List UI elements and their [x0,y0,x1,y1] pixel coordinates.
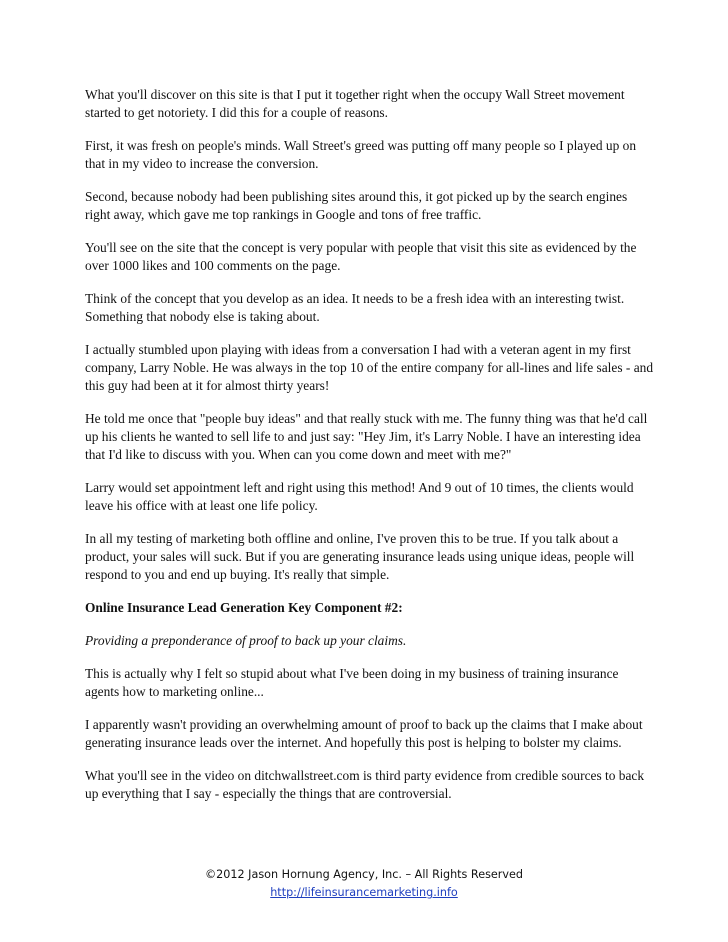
paragraph: Second, because nobody had been publishing sites around this, it got picked up by the search engines right away, which gave me top rankings in Google and tons of free traffic. [85,189,628,222]
page-footer [0,866,728,902]
paragraph: I apparently wasn't providing an overwhelming amount of proof to back up the claims that I make about generating insurance leads over the internet. And hopefully this post is helping to bolster my claims. [85,717,643,750]
paragraph: Larry would set appointment left and right using this method! And 9 out of 10 times, the clients would leave his office with at least one life policy. [85,480,634,513]
paragraph: In all my testing of marketing both offline and online, I've proven this to be true. If you talk about a product, your sales will suck. But if you are generating insurance leads using unique ideas, people will respond to you and end up buying. It's really that simple. [85,531,635,582]
copyright-notice: ©2012 Jason Hornung Agency, Inc. – All Rights Reserved [204,868,524,881]
paragraph: This is actually why I felt so stupid about what I've been doing in my business of training insurance agents how to marketing online... [85,666,619,699]
paragraph: What you'll discover on this site is that I put it together right when the occupy Wall Street movement started to get notoriety. I did this for a couple of reasons. [85,87,625,120]
paragraph: First, it was fresh on people's minds. Wall Street's greed was putting off many people so I played up on that in my video to increase the conversion. [85,138,637,171]
paragraph: I actually stumbled upon playing with ideas from a conversation I had with a veteran agent in my first company, Larry Noble. He was always in the top 10 of the entire company for all-lines and life sales - and this guy had been at it for almost thirty years! [85,342,654,393]
paragraph: Think of the concept that you develop as an idea. It needs to be a fresh idea with an interesting twist. Something that nobody else is taking about. [85,291,625,324]
footer-link[interactable]: http://lifeinsurancemarketing.info [270,886,458,899]
paragraph: What you'll see in the video on ditchwallstreet.com is third party evidence from credible sources to back up everything that I say - especially the things that are controversial. [85,768,645,801]
paragraph: You'll see on the site that the concept is very popular with people that visit this site as evidenced by the over 1000 likes and 100 comments on the page. [85,240,637,273]
section-heading: Online Insurance Lead Generation Key Component #2: [85,600,403,615]
paragraph: He told me once that "people buy ideas" and that really stuck with me. The funny thing was that he'd call up his clients he wanted to sell life to and just say: "Hey Jim, it's Larry Noble. I have an interesting idea that I'd like to discuss with you. When can you come down and meet with me?" [85,411,648,462]
section-subheading: Providing a preponderance of proof to back up your claims. [85,633,407,648]
body-text [85,86,655,818]
